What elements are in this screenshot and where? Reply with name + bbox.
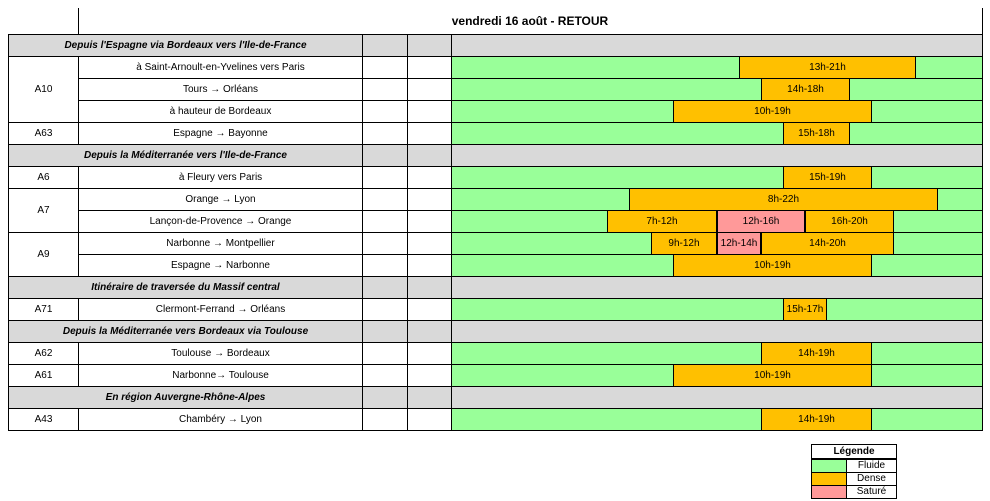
row-col2 xyxy=(408,57,451,78)
legend xyxy=(811,444,897,499)
legend-swatch-sature xyxy=(812,486,847,498)
legend-label-fluide: Fluide xyxy=(857,460,886,471)
row-col2 xyxy=(408,123,451,144)
route-name: à Fleury vers Paris xyxy=(178,172,263,183)
timeline-fluide xyxy=(452,409,982,430)
row-col1 xyxy=(363,79,407,100)
traffic-slot-bar: 10h-19h xyxy=(673,365,872,386)
timeline-fluide xyxy=(452,299,982,320)
route-name: Narbonne → Montpellier xyxy=(166,238,275,249)
legend-swatch-fluide xyxy=(812,460,847,472)
section-header: En région Auvergne-Rhône-Alpes xyxy=(9,387,362,408)
page-title: vendredi 16 août - RETOUR xyxy=(451,14,609,28)
legend-item-dense xyxy=(812,472,896,485)
section-col1 xyxy=(363,387,407,408)
traffic-slot-bar: 12h-14h xyxy=(717,233,761,254)
section-header: Depuis l'Espagne via Bordeaux vers l'Ile-de-France xyxy=(9,35,362,56)
row-col2 xyxy=(408,189,451,210)
traffic-slot-bar: 15h-18h xyxy=(783,123,850,144)
row-col1 xyxy=(363,255,407,276)
section-header: Itinéraire de traversée du Massif central xyxy=(9,277,362,298)
legend-swatch-dense xyxy=(812,473,847,485)
traffic-slot-bar: 14h-20h xyxy=(761,233,894,254)
section-col1 xyxy=(363,321,407,342)
row-col2 xyxy=(408,299,451,320)
section-col2 xyxy=(408,277,451,298)
row-col1 xyxy=(363,343,407,364)
traffic-slot-bar: 15h-17h xyxy=(783,299,827,320)
traffic-slot-bar: 10h-19h xyxy=(673,101,872,122)
road-name: A62 xyxy=(34,348,53,359)
traffic-slot-bar: 14h-18h xyxy=(761,79,850,100)
traffic-slot-bar: 15h-19h xyxy=(783,167,872,188)
route-name: Orange → Lyon xyxy=(185,194,256,205)
traffic-slot-bar: 10h-19h xyxy=(673,255,872,276)
traffic-slot-bar: 14h-19h xyxy=(761,409,872,430)
section-col2 xyxy=(408,321,451,342)
row-col2 xyxy=(408,365,451,386)
road-name: A7 xyxy=(37,205,50,216)
route-name: Espagne → Bayonne xyxy=(173,128,268,139)
route-name: Tours → Orléans xyxy=(182,84,259,95)
row-col1 xyxy=(363,123,407,144)
traffic-slot-bar: 14h-19h xyxy=(761,343,872,364)
section-header: Depuis la Méditerranée vers Bordeaux via Toulouse xyxy=(9,321,362,342)
legend-label-sature: Saturé xyxy=(856,486,887,497)
section-col1 xyxy=(363,145,407,166)
row-col1 xyxy=(363,211,407,232)
row-col1 xyxy=(363,409,407,430)
row-col2 xyxy=(408,79,451,100)
row-col1 xyxy=(363,57,407,78)
section-timeline xyxy=(452,35,982,56)
row-col2 xyxy=(408,343,451,364)
route-name: à hauteur de Bordeaux xyxy=(169,106,272,117)
section-col1 xyxy=(363,35,407,56)
row-col2 xyxy=(408,233,451,254)
traffic-slot-bar: 16h-20h xyxy=(805,211,894,232)
traffic-slot-bar: 12h-16h xyxy=(717,211,805,232)
route-name: Toulouse → Bordeaux xyxy=(171,348,270,359)
timeline-fluide xyxy=(452,123,982,144)
traffic-slot-bar: 13h-21h xyxy=(739,57,916,78)
section-timeline xyxy=(452,321,982,342)
route-name: Espagne → Narbonne xyxy=(171,260,270,271)
road-name: A63 xyxy=(34,128,53,139)
road-name: A71 xyxy=(34,304,53,315)
route-name: Narbonne→ Toulouse xyxy=(172,370,269,381)
traffic-slot-bar: 7h-12h xyxy=(607,211,717,232)
row-col2 xyxy=(408,101,451,122)
timeline-fluide xyxy=(452,167,982,188)
road-name: A10 xyxy=(34,84,53,95)
route-name: à Saint-Arnoult-en-Yvelines vers Paris xyxy=(136,62,305,73)
section-col2 xyxy=(408,145,451,166)
legend-item-fluide xyxy=(812,459,896,472)
legend-title: Légende xyxy=(812,445,896,459)
row-col1 xyxy=(363,299,407,320)
traffic-slot-bar: 9h-12h xyxy=(651,233,717,254)
section-timeline xyxy=(452,277,982,298)
row-col2 xyxy=(408,409,451,430)
traffic-slot-bar: 8h-22h xyxy=(629,189,938,210)
road-name: A9 xyxy=(37,249,50,260)
section-header: Depuis la Méditerranée vers l'Ile-de-France xyxy=(9,145,362,166)
section-timeline xyxy=(452,145,982,166)
row-col1 xyxy=(363,101,407,122)
legend-item-sature xyxy=(812,485,896,498)
route-name: Lançon-de-Provence → Orange xyxy=(149,216,292,227)
road-name: A6 xyxy=(37,172,50,183)
row-col2 xyxy=(408,167,451,188)
timeline-fluide xyxy=(452,79,982,100)
section-col1 xyxy=(363,277,407,298)
section-col2 xyxy=(408,35,451,56)
route-name: Chambéry → Lyon xyxy=(179,414,262,425)
section-timeline xyxy=(452,387,982,408)
row-col2 xyxy=(408,211,451,232)
row-col2 xyxy=(408,255,451,276)
road-name: A43 xyxy=(34,414,53,425)
row-col1 xyxy=(363,233,407,254)
row-col1 xyxy=(363,365,407,386)
legend-label-dense: Dense xyxy=(857,473,886,484)
road-name: A61 xyxy=(34,370,53,381)
row-col1 xyxy=(363,167,407,188)
timeline-fluide xyxy=(452,343,982,364)
route-name: Clermont-Ferrand → Orléans xyxy=(155,304,286,315)
row-col1 xyxy=(363,189,407,210)
section-col2 xyxy=(408,387,451,408)
